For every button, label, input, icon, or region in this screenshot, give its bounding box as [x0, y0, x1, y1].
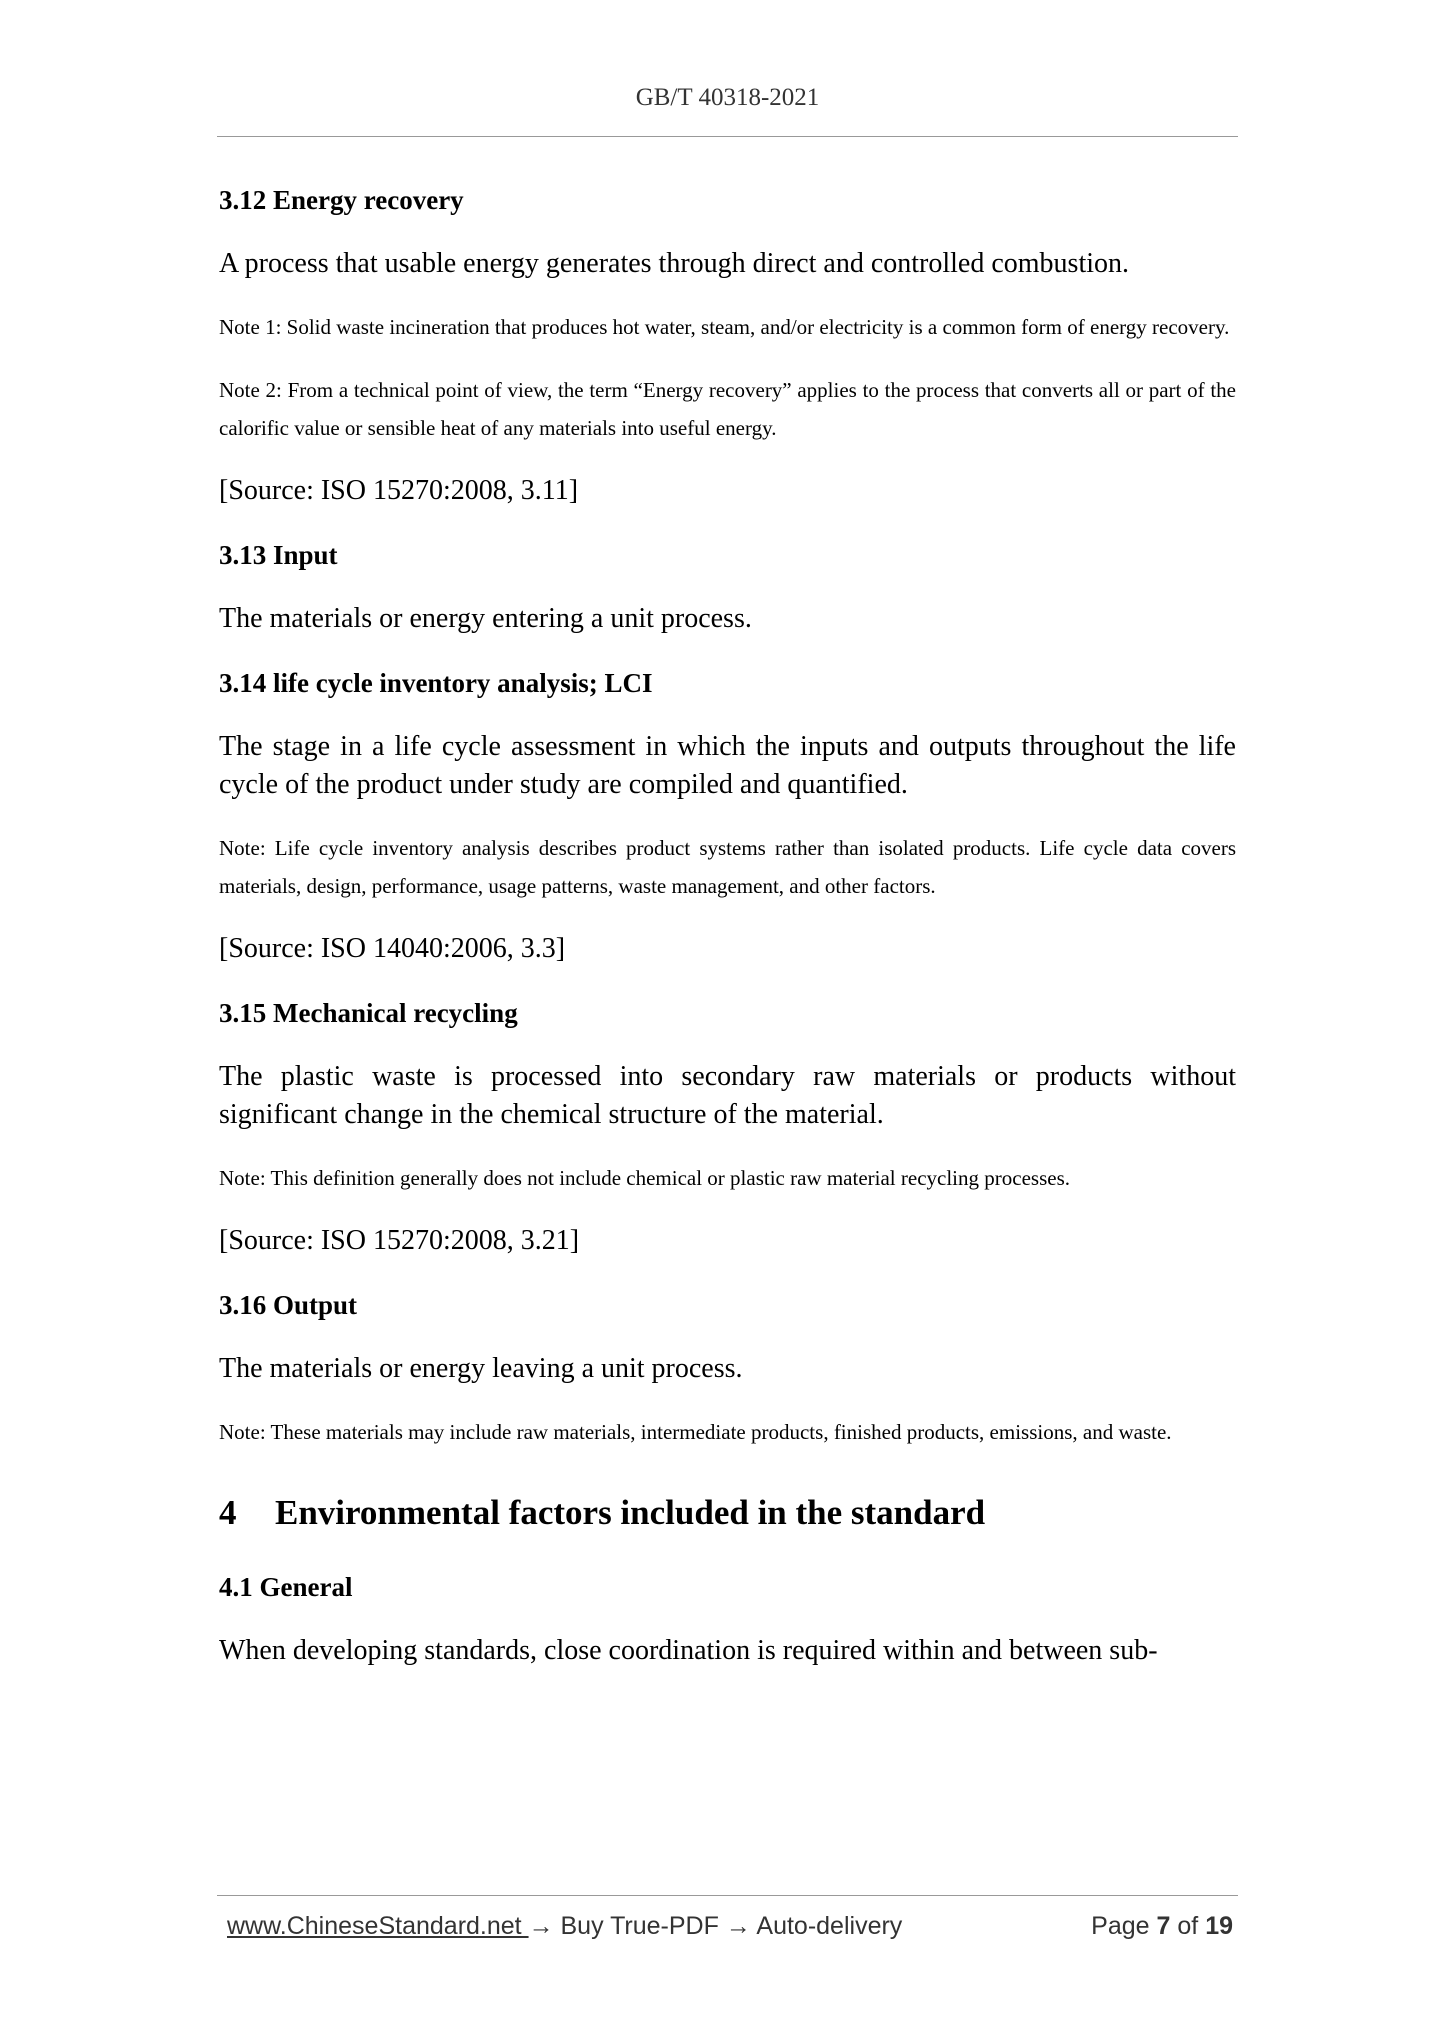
- of-label: of: [1177, 1912, 1199, 1940]
- footer-divider: [217, 1895, 1238, 1896]
- running-header: GB/T 40318-2021: [635, 84, 820, 111]
- heading-3-14: 3.14 life cycle inventory analysis; LCI: [219, 668, 653, 698]
- note-2-3-12: Note 2: From a technical point of view, the term “Energy recovery” applies to the process that converts all or part of the calorific value or sensible heat of any materials into useful energy.: [219, 378, 1236, 440]
- heading-3-13: 3.13 Input: [219, 540, 338, 570]
- note-3-14: Note: Life cycle inventory analysis describes product systems rather than isolated products. Life cycle data covers materials, design, performance, usage patterns, waste management, and other factors.: [219, 836, 1236, 898]
- page-label: Page: [1091, 1912, 1150, 1940]
- definition-4-1: When developing standards, close coordination is required within and between sub-: [219, 1635, 1158, 1666]
- footer-delivery-text: → Buy True-PDF → Auto-delivery: [528, 1912, 903, 1940]
- heading-4: [219, 1489, 1236, 1537]
- definition-3-13: The materials or energy entering a unit process.: [219, 603, 752, 634]
- heading-4-1: 4.1 General: [219, 1572, 353, 1602]
- heading-3-15: 3.15 Mechanical recycling: [219, 998, 518, 1028]
- source-3-15: [Source: ISO 15270:2008, 3.21]: [219, 1225, 580, 1256]
- definition-3-12: A process that usable energy generates through direct and controlled combustion.: [219, 248, 1129, 279]
- footer-site-link[interactable]: www.ChineseStandard.net: [227, 1912, 529, 1940]
- page-footer: [227, 1912, 1233, 1952]
- source-3-14: [Source: ISO 14040:2006, 3.3]: [219, 933, 566, 964]
- current-page-number: 7: [1156, 1912, 1171, 1940]
- page-content: [219, 180, 1236, 1695]
- heading-4-title: Environmental factors included in the standard: [275, 1493, 986, 1532]
- definition-3-14: The stage in a life cycle assessment in which the inputs and outputs throughout the life cycle of the product under study are compiled and quantified.: [219, 731, 1236, 800]
- note-1-3-12: Note 1: Solid waste incineration that produces hot water, steam, and/or electricity is a common form of energy recovery.: [219, 315, 1230, 339]
- heading-3-12: 3.12 Energy recovery: [219, 185, 464, 215]
- source-3-12: [Source: ISO 15270:2008, 3.11]: [219, 475, 579, 506]
- header-divider: [217, 136, 1238, 137]
- total-pages-number: 19: [1205, 1912, 1233, 1940]
- definition-3-16: The materials or energy leaving a unit process.: [219, 1353, 743, 1384]
- page-counter: [1091, 1912, 1233, 1941]
- heading-4-number: 4: [219, 1493, 237, 1532]
- heading-3-16: 3.16 Output: [219, 1290, 358, 1320]
- footer-left: [227, 1912, 902, 1941]
- note-3-16: Note: These materials may include raw materials, intermediate products, finished products, emissions, and waste.: [219, 1420, 1172, 1444]
- note-3-15: Note: This definition generally does not include chemical or plastic raw material recycling processes.: [219, 1166, 1070, 1190]
- definition-3-15: The plastic waste is processed into secondary raw materials or products without significant change in the chemical structure of the material.: [219, 1061, 1236, 1130]
